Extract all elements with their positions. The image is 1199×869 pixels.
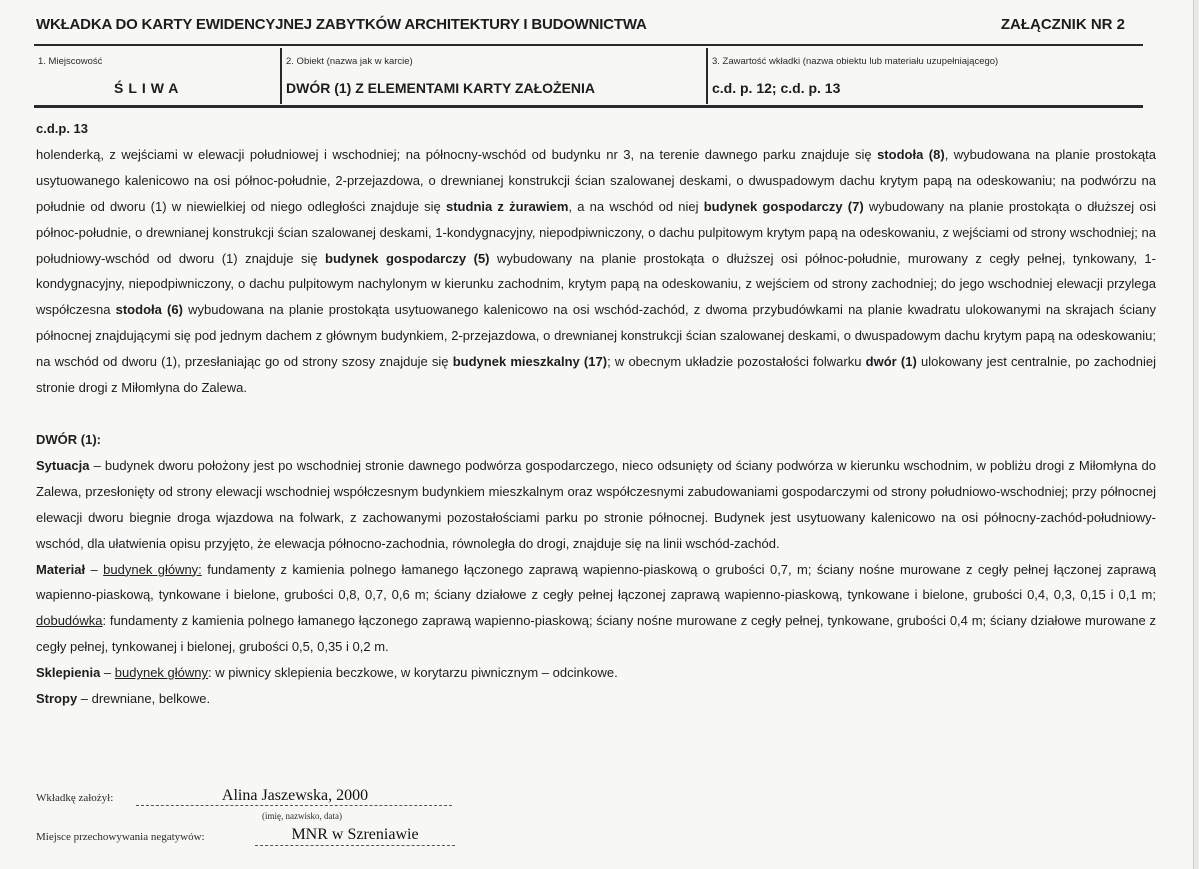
content-value: c.d. p. 12; c.d. p. 13 (712, 80, 841, 96)
author-caption: (imię, nazwisko, data) (262, 811, 342, 821)
situation-paragraph: Sytuacja – budynek dworu położony jest po wschodniej stronie dawnego podwórza gospodarczego, nieco odsunięty od ściany podwórza w kierunku wschodnim, w pobliżu drogi z Miłomłyna do Zalewa, przesłonięty od strony elewacji wschodniej współczesnym budynkiem mieszkalnym oraz współczesnymi zabudowaniami gospodarczymi od strony południowo-wschodniej; przy północnej elewacji dworu biegnie droga wjazdowa na folwark, z zachowanymi pozostałościami parku po stronie północnej. Budynek jest usytuowany kalenicowo na osi północny-zachód-południowy-wschód, dla ułatwienia opisu przyjęto, że elewacja północno-zachodnia, równoległa do drogi, znajduje się na linii wschód-zachód. (36, 457, 1156, 551)
description-body (36, 116, 1156, 712)
highlight-stodola-6: stodoła (6) (115, 302, 183, 318)
locality-value: ŚLIWA (114, 80, 184, 96)
dwor-heading: DWÓR (1): (36, 431, 101, 447)
highlight-studnia: studnia z żurawiem (446, 198, 569, 214)
header-rule-top (34, 44, 1143, 46)
highlight-dwor-1: dwór (1) (865, 354, 917, 370)
author-value: Alina Jaszewska, 2000 (221, 787, 369, 804)
object-field (280, 48, 707, 104)
storage-value: MNR w Szreniawie (291, 826, 419, 843)
locality-label: 1. Miejscowość (38, 56, 103, 67)
highlight-stodola-8: stodoła (8) (877, 146, 945, 162)
card-title: WKŁADKA DO KARTY EWIDENCYJNEJ ZABYTKÓW ARCHITEKTURY I BUDOWNICTWA (36, 16, 647, 33)
ceilings-paragraph: Stropy – drewniane, belkowe. (36, 691, 211, 707)
highlight-budynek-17: budynek mieszkalny (17) (452, 354, 608, 370)
storage-label: Miejsce przechowywania negatywów: (36, 831, 205, 843)
annex-number: ZAŁĄCZNIK NR 2 (1000, 16, 1125, 33)
object-value: DWÓR (1) Z ELEMENTAMI KARTY ZAŁOŻENIA (286, 80, 596, 96)
content-label: 3. Zawartość wkładki (nazwa obiektu lub materiału uzupełniającego) (712, 56, 999, 67)
paragraph-continuation: holenderką, z wejściami w elewacji południowej i wschodniej; na północny-wschód od budynku nr 3, na terenie dawnego parku znajduje się stodoła (8), wybudowana na planie prostokąta usytuowanego kalenicowo na osi północ-południe, 2-przejazdowa, o drewnianej konstrukcji ścian szalowanej deskami, o dwuspadowym dachu krytym papą na odeskowaniu; na podwórzu na południe od dworu (1) w niewielkiej od niego odległości znajduje się studnia z żurawiem, a na wschód od niej budynek gospodarczy (7) wybudowany na planie prostokąta o dłuższej osi północ-południe, o drewnianej konstrukcji ścian szalowanej deskami, 1-kondygnacyjny, niepodpiwniczony, o dachu pulpitowym krytym papą na odeskowaniu, z wejściami od strony wschodniej; na południowy-wschód od dworu (1) znajduje się budynek gospodarczy (5) wybudowany na planie prostokąta o dłuższej osi północ-południe, murowany z cegły pełnej, tynkowany, 1-kondygnacyjny, niepodpiwniczony, o dachu pulpitowym nachylonym w kierunku zachodnim, krytym papą na odeskowaniu, z wejściem od strony zachodniej; do jego wschodniej elewacji przylega współczesna stodoła (6) wybudowana na planie prostokąta usytuowanego kalenicowo na osi wschód-zachód, z dwoma przybudówkami na planie kwadratu ulokowanymi na skrajach ściany północnej znajdującymi się pod jednym dachem z głównym budynkiem, 2-przejazdowa, o drewnianej konstrukcji ścian szalowanej deskami, o dwuspadowym dachu krytym papą na odeskowaniu; na wschód od dworu (1), przesłaniając go od strony szosy znajduje się budynek mieszkalny (17); w obecnym układzie pozostałości folwarku dwór (1) ulokowany jest centralnie, po zachodniej stronie drogi z Miłomłyna do Zalewa. (36, 146, 1157, 396)
author-label: Wkładkę założył: (36, 792, 114, 804)
highlight-budynek-7: budynek gospodarczy (7) (703, 198, 864, 214)
highlight-budynek-5: budynek gospodarczy (5) (325, 250, 490, 266)
vaults-paragraph: Sklepienia – budynek główny: w piwnicy sklepienia beczkowe, w korytarzu piwnicznym – odcinkowe. (36, 665, 618, 681)
object-label: 2. Obiekt (nazwa jak w karcie) (286, 56, 413, 67)
section-heading: c.d.p. 13 (36, 121, 89, 136)
material-paragraph: Materiał – budynek główny: fundamenty z kamienia polnego łamanego łączonego zaprawą wapienno-piaskową o grubości 0,7, m; ściany nośne murowane z cegły pełnej łączonej zaprawą wapienno-piaskową, tynkowane i bielone, grubości 0,8, 0,7, 0,6 m; ściany działowe z cegły pełnej łączonej zaprawą wapienno-piaskową, tynkowane i bielone, grubości 0,4, 0,3, 0,15 i 0,1 m; dobudówka: fundamenty z kamienia polnego łamanego łączonego zaprawą wapienno-piaskową; ściany nośne murowane z cegły pełnej, tynkowane, grubości 0,4 m; ściany działowe murowane z cegły pełnej, tynkowanej i bielonej, grubości 0,5, 0,35 i 0,2 m. (36, 561, 1156, 655)
locality-field (34, 48, 279, 104)
content-field (706, 48, 1145, 104)
header-rule-bottom (34, 105, 1143, 108)
